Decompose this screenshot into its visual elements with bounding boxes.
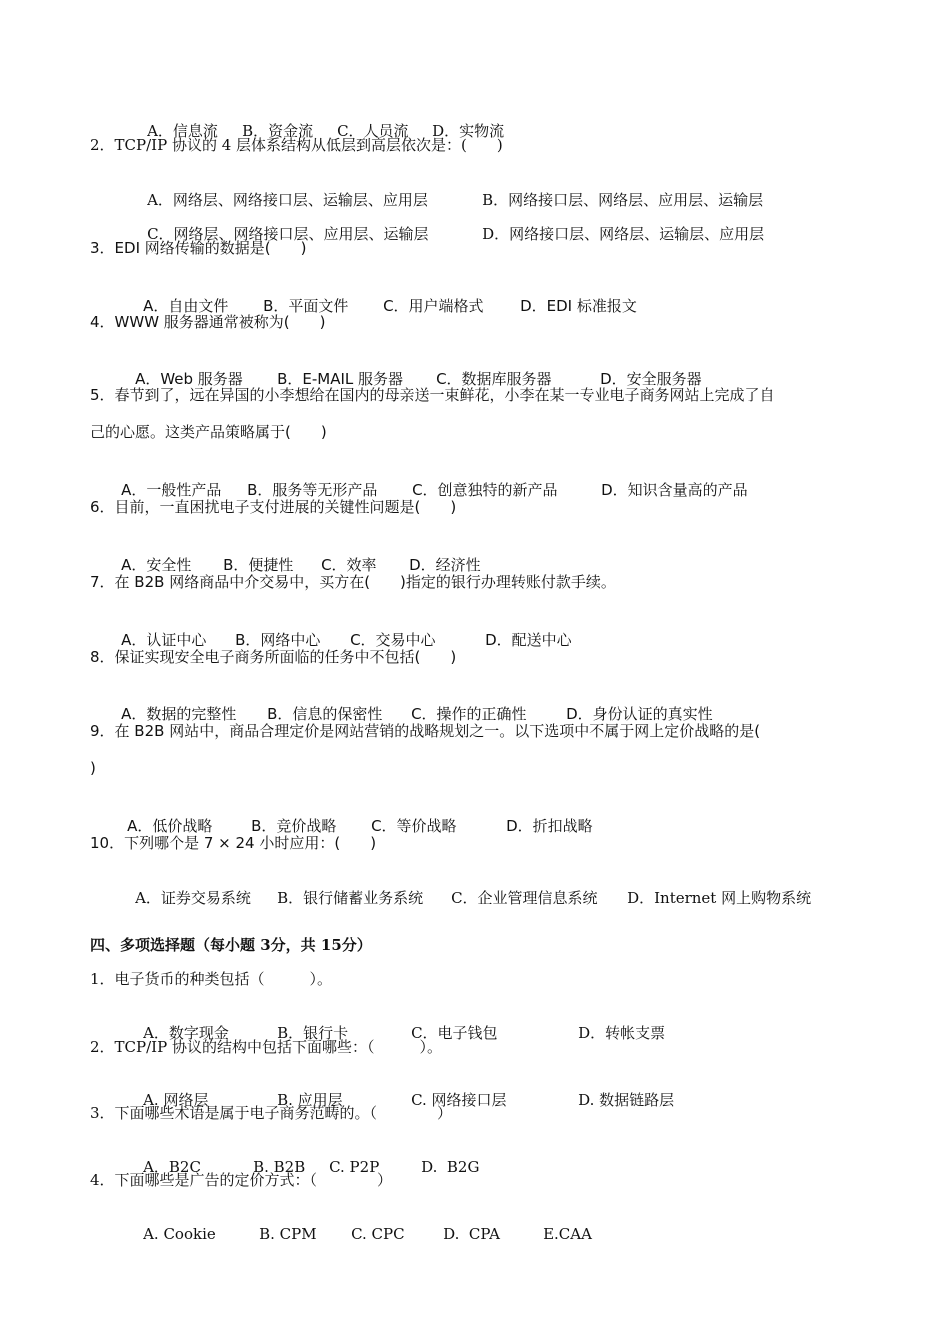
option-d: D．知识含量高的产品 (601, 481, 748, 499)
option-d: D．折扣战略 (506, 817, 593, 835)
option-c: C．人员流 (337, 122, 409, 140)
option-a: A. 网络层 (143, 1091, 209, 1109)
option-b: B．平面文件 (263, 297, 349, 315)
option-b: B．服务等无形产品 (247, 481, 378, 499)
option-c: C．网络层、网络接口层、应用层、运输层 (147, 225, 429, 243)
option-d: D．配送中心 (485, 631, 572, 649)
mc-question-4-stem: 4．下面哪些是广告的定价方式：（ ） (90, 1171, 393, 1189)
option-a: A．安全性 (121, 556, 192, 574)
option-b: B．E-MAIL 服务器 (277, 370, 404, 388)
option-c: C．企业管理信息系统 (451, 889, 598, 907)
option-b: B. CPM (259, 1225, 317, 1243)
question-6-stem: 6．目前，一直困扰电子支付进展的关键性问题是( ) (90, 498, 457, 516)
option-a: A．信息流 (147, 122, 218, 140)
option-b: B．网络中心 (235, 631, 321, 649)
question-7-stem: 7．在 B2B 网络商品中介交易中，买方在( )指定的银行办理转账付款手续。 (90, 573, 616, 591)
option-b: B．银行储蓄业务系统 (277, 889, 424, 907)
question-10-stem: 10．下列哪个是 7 × 24 小时应用：( ) (90, 834, 377, 852)
option-c: C．创意独特的新产品 (412, 481, 558, 499)
option-d: D．转帐支票 (578, 1024, 666, 1042)
mc-question-1-stem: 1．电子货币的种类包括（ ）。 (90, 970, 333, 988)
option-c: C．交易中心 (350, 631, 436, 649)
option-a: A. Cookie (143, 1225, 216, 1243)
option-e: E.CAA (543, 1225, 592, 1243)
question-4-stem: 4．WWW 服务器通常被称为( ) (90, 313, 326, 331)
option-b: B. B2B (253, 1158, 306, 1176)
option-c: C. 网络接口层 (411, 1091, 507, 1109)
question-9-stem-line1: 9．在 B2B 网站中，商品合理定价是网站营销的战略规划之一。以下选项中不属于网上定价战略的是( (90, 722, 761, 740)
option-a: A．Web 服务器 (135, 370, 243, 388)
option-d: D．身份认证的真实性 (566, 705, 713, 723)
option-d: D．经济性 (409, 556, 481, 574)
mc-question-3-stem: 3．下面哪些术语是属于电子商务范畴的。（ ） (90, 1104, 453, 1122)
option-d: D．实物流 (432, 122, 505, 140)
option-a: A．数据的完整性 (121, 705, 237, 723)
option-c: C．用户端格式 (383, 297, 484, 315)
option-d: D．安全服务器 (600, 370, 702, 388)
option-c: C. P2P (329, 1158, 380, 1176)
option-d: D. CPA (443, 1225, 500, 1243)
section-heading: 四、多项选择题（每小题 3分，共 15分） (90, 936, 372, 954)
option-a: A．认证中心 (121, 631, 207, 649)
option-c: C．操作的正确性 (411, 705, 527, 723)
option-b: B. 应用层 (277, 1091, 343, 1109)
option-c: C．效率 (321, 556, 377, 574)
option-c: C．数据库服务器 (436, 370, 552, 388)
option-a: A．自由文件 (143, 297, 229, 315)
option-a: A．一般性产品 (121, 481, 222, 499)
option-a: A．数字现金 (143, 1024, 229, 1042)
option-c: C. CPC (351, 1225, 405, 1243)
question-2-stem: 2．TCP/IP 协议的 4 层体系结构从低层到高层依次是：( ) (90, 136, 503, 154)
option-a: A．低价战略 (127, 817, 213, 835)
option-c: C．等价战略 (371, 817, 457, 835)
option-a: A．网络层、网络接口层、运输层、应用层 (147, 191, 428, 209)
option-b: B．竞价战略 (251, 817, 337, 835)
question-5-stem-line2: 己的心愿。这类产品策略属于( ) (90, 423, 327, 441)
option-d: D. B2G (421, 1158, 480, 1176)
option-b: B．银行卡 (277, 1024, 349, 1042)
option-c: C．电子钱包 (411, 1024, 498, 1042)
question-8-stem: 8．保证实现安全电子商务所面临的任务中不包括( ) (90, 648, 457, 666)
option-b: B．信息的保密性 (267, 705, 383, 723)
option-a: A．B2C (143, 1158, 201, 1176)
option-d: D．网络接口层、网络层、运输层、应用层 (482, 225, 765, 243)
option-d: D．Internet 网上购物系统 (627, 889, 812, 907)
option-b: B．网络接口层、网络层、应用层、运输层 (482, 191, 764, 209)
option-d: D. 数据链路层 (578, 1091, 675, 1109)
question-5-stem-line1: 5．春节到了，远在异国的小李想给在国内的母亲送一束鲜花，小李在某一专业电子商务网站上完成了自 (90, 386, 775, 404)
mc-q4-options (124, 1204, 592, 1264)
option-d: D．EDI 标准报文 (520, 297, 637, 315)
mc-question-2-stem: 2．TCP/IP 协议的结构中包括下面哪些：（ ）。 (90, 1038, 442, 1056)
question-9-stem-line2: ) (90, 759, 96, 777)
question-3-stem: 3．EDI 网络传输的数据是( ) (90, 239, 307, 257)
option-a: A．证券交易系统 (135, 889, 251, 907)
q10-options (116, 868, 811, 928)
option-b: B．资金流 (242, 122, 314, 140)
option-b: B．便捷性 (223, 556, 294, 574)
